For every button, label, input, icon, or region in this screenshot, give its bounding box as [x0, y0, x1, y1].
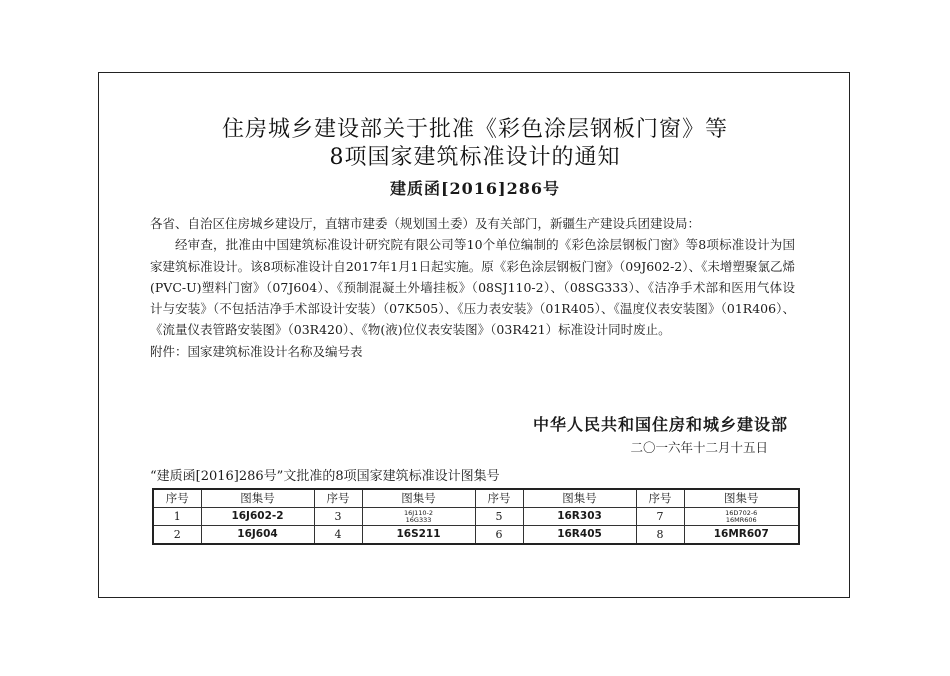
header-index: 序号 [475, 489, 523, 508]
header-code: 图集号 [684, 489, 799, 508]
attachment-line: 附件：国家建筑标准设计名称及编号表 [150, 343, 363, 359]
table-row [153, 508, 799, 526]
cell-index: 5 [475, 508, 523, 526]
body-paragraph: 经审查，批准由中国建筑标准设计研究院有限公司等10个单位编制的《彩色涂层钢板门窗》等8项标准设计为国家建筑标准设计。该8项标准设计自2017年1月1日起实施。原《彩色涂层钢板门窗》（09J602-2）、《未增塑聚氯乙烯(PVC-U)塑料门窗》（07J604）、《预制混凝土外墙挂板》（08SJ110-2）、（08SG333）、《洁净手术部和医用气体设计与安装》（不包括洁净手术部设计安装）（07K505）、《压力表安装》（01R405）、《温度仪表安装图》（01R406）、《流量仪表管路安装图》（03R420）、《物(液)位仪表安装图》（03R421）标准设计同时废止。 [150, 237, 795, 338]
standards-code-table [152, 488, 800, 545]
cell-code: 16J602-2 [201, 508, 314, 526]
header-index: 序号 [636, 489, 684, 508]
salutation: 各省、自治区住房城乡建设厅，直辖市建委（规划国土委）及有关部门，新疆生产建设兵团建设局： [150, 216, 701, 231]
cell-code-line2: 16MR606 [725, 515, 757, 524]
cell-code-line1: 16J110-2 [403, 508, 434, 517]
table-row [153, 526, 799, 545]
cell-code: 16J604 [201, 526, 314, 545]
header-index: 序号 [153, 489, 201, 508]
cell-code-double [684, 508, 799, 526]
cell-code-line2: 16G333 [405, 515, 432, 524]
header-code: 图集号 [523, 489, 636, 508]
cell-code-double [362, 508, 475, 526]
cell-code: 16S211 [362, 526, 475, 545]
cell-code: 16R303 [523, 508, 636, 526]
issuer-name: 中华人民共和国住房和城乡建设部 [532, 415, 788, 434]
document-number: 建质函[2016]286号 [389, 179, 561, 198]
header-index: 序号 [314, 489, 362, 508]
cell-index: 4 [314, 526, 362, 545]
notice-title-line1: 住房城乡建设部关于批准《彩色涂层钢板门窗》等 [221, 117, 728, 142]
header-code: 图集号 [362, 489, 475, 508]
cell-index: 3 [314, 508, 362, 526]
cell-index: 2 [153, 526, 201, 545]
notice-body [150, 213, 795, 362]
cell-code: 16R405 [523, 526, 636, 545]
cell-code-line1: 16D702-6 [725, 508, 758, 517]
table-header-row [153, 489, 799, 508]
cell-index: 8 [636, 526, 684, 545]
table-caption: “建质函[2016]286号”文批准的8项国家建筑标准设计图集号 [150, 469, 500, 484]
cell-code: 16MR607 [684, 526, 799, 545]
issue-date: 二〇一六年十二月十五日 [630, 440, 768, 455]
cell-index: 1 [153, 508, 201, 526]
notice-title-line2: 8项国家建筑标准设计的通知 [329, 145, 621, 170]
cell-index: 7 [636, 508, 684, 526]
cell-index: 6 [475, 526, 523, 545]
header-code: 图集号 [201, 489, 314, 508]
